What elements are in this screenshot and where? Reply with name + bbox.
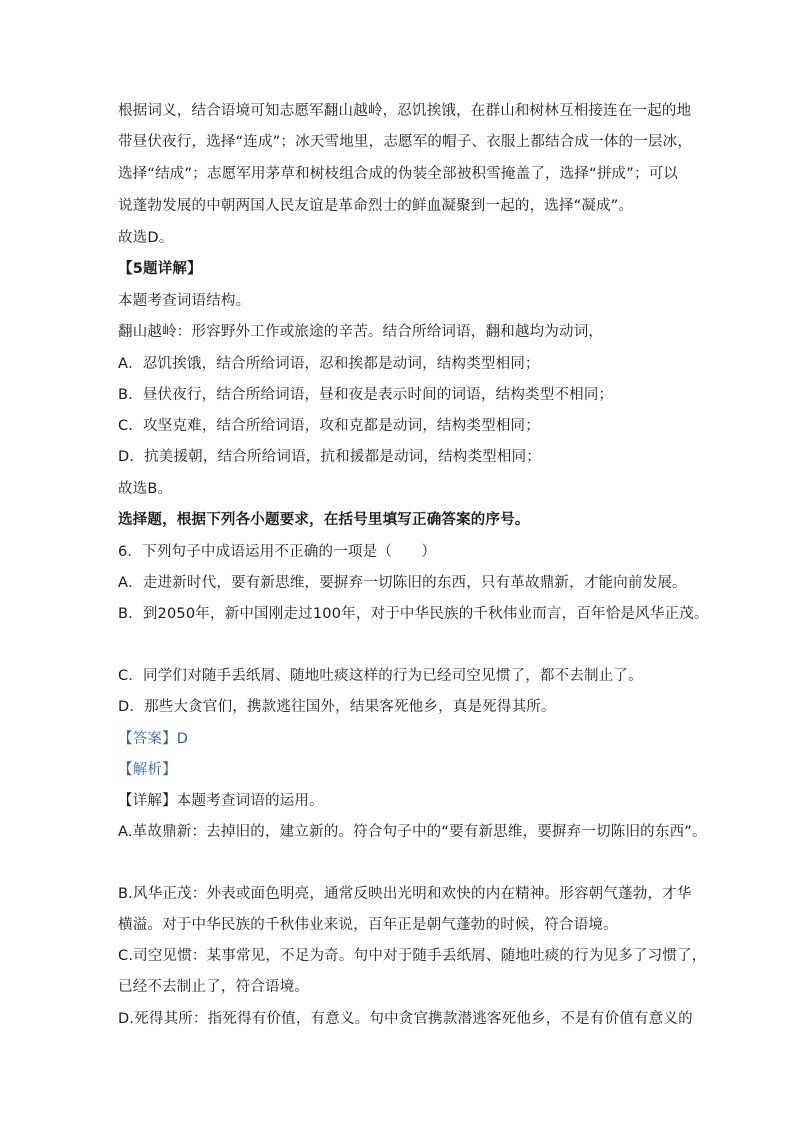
option-line: D．抗美援朝，结合所给词语，抗和援都是动词，结构类型相同； [118,449,541,465]
question-stem: 6．下列句子中成语运用不正确的一项是（ ） [118,544,437,560]
conclusion-line: 故选D。 [118,230,174,246]
option-line: A．走进新时代，要有新思维，要摒弃一切陈旧的东西，只有革故鼎新，才能向前发展。 [118,575,687,591]
paragraph-line: A.革故鼎新：去掉旧的，建立新的。符合句子中的“要有新思维，要摒弃一切陈旧的东西”。 [118,824,707,840]
paragraph-line: 横溢。对于中华民族的千秋伟业来说，百年正是朝气蓬勃的时候，符合语境。 [118,917,618,933]
paragraph-line: 带昼伏夜行，选择“连成”；冰天雪地里，志愿军的帽子、衣服上都结合成一体的一层冰， [118,134,693,150]
paragraph-line: 翻山越岭：形容野外工作或旅途的辛苦。结合所给词语，翻和越均为动词， [118,324,604,340]
paragraph-line: C.司空见惯：某事常见，不足为奇。句中对于随手丢纸屑、随地吐痰的行为见多了习惯了， [118,948,707,964]
option-line: B．昼伏夜行，结合所给词语，昼和夜是表示时间的词语，结构类型不相同； [118,387,614,403]
option-line: C．同学们对随手丢纸屑、随地吐痰这样的行为已经司空见惯了，都不去制止了。 [118,668,643,684]
section-heading: 【5题详解】 [118,261,202,277]
analysis-label: 【解析】 [118,762,177,778]
paragraph-line: 选择“结成”；志愿军用茅草和树枝组合成的伪装全部被积雪掩盖了，选择“拼成”；可以 [118,166,679,182]
paragraph-line: 根据词义，结合语境可知志愿军翻山越岭，忍饥挨饿，在群山和树林互相接连在一起的地 [118,103,692,119]
paragraph-line: 说蓬勃发展的中朝两国人民友谊是革命烈士的鲜血凝聚到一起的，选择“凝成”。 [118,198,634,214]
paragraph-line: 本题考查词语结构。 [118,293,251,309]
option-line: A．忍饥挨饿，结合所给词语，忍和挨都是动词，结构类型相同； [118,356,540,372]
answer-label: 【答案】D [118,731,189,747]
paragraph-line: B.风华正茂：外表或面色明亮，通常反映出光明和欢快的内在精神。形容朝气蓬勃，才华 [118,886,692,902]
paragraph-line: 已经不去制止了，符合语境。 [118,979,310,995]
option-line: D．那些大贪官们，携款逃往国外，结果客死他乡，真是死得其所。 [118,699,556,715]
paragraph-line: 【详解】本题考查词语的运用。 [118,793,324,809]
conclusion-line: 故选B。 [118,481,173,497]
option-line: C．攻坚克难，结合所给词语，攻和克都是动词，结构类型相同； [118,418,540,434]
paragraph-line: D.死得其所：指死得有价值，有意义。句中贪官携款潜逃客死他乡，不是有价值有意义的 [118,1011,693,1027]
question-section-heading: 选择题，根据下列各小题要求，在括号里填写正确答案的序号。 [118,512,530,528]
option-line: B．到2050年，新中国刚走过100年，对于中华民族的千秋伟业而言，百年恰是风华正茂。 [118,606,709,622]
